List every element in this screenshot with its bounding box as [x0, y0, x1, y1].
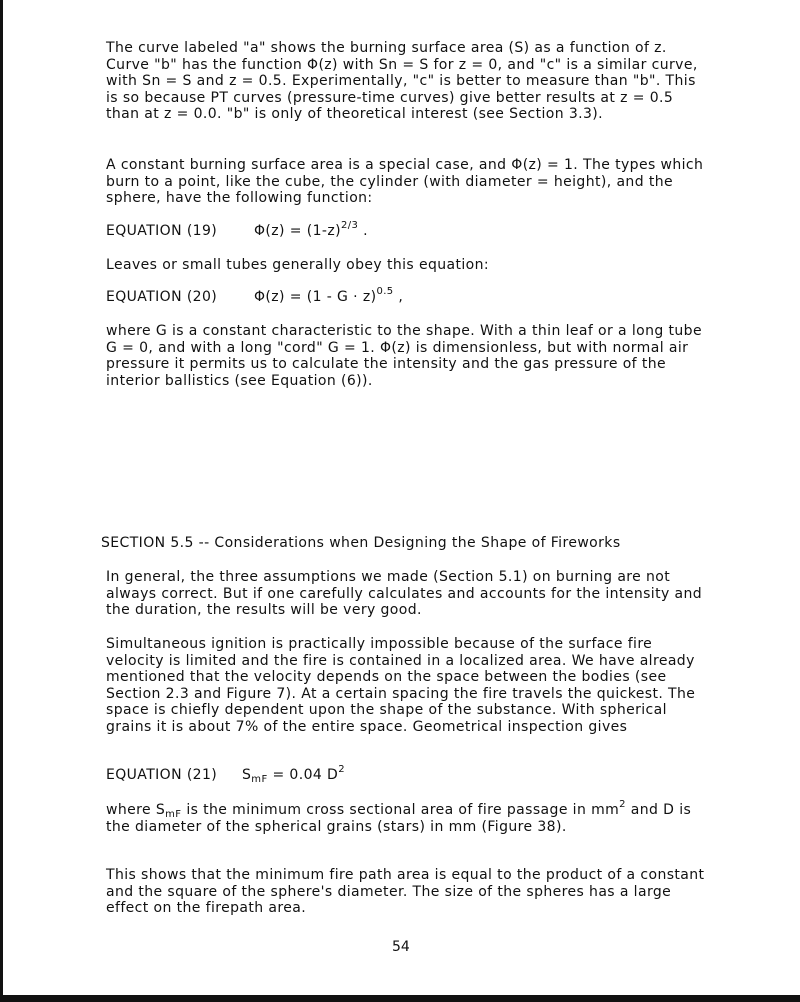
equation-20: [106, 288, 403, 306]
paragraph-burning-surface-curves: The curve labeled "a" shows the burning surface area (S) as a function of z. Curve "b" has the function Φ(z) with Sn = S for z = 0, and "c" is a similar curve, with Sn = S and z = 0.5. Experimentally, "c" is better to measure than "b". This is so because PT curves (pressure-time curves) give better results at z = 0.5 than at z = 0.0. "b" is only of theoretical interest (see Section 3.3).: [106, 40, 698, 123]
equation-20-trailing-punctuation: ,: [393, 289, 404, 305]
equation-20-expression: Φ(z) = (1 - G · z): [254, 289, 377, 305]
inline-subscript: mF: [165, 809, 182, 820]
section-heading: SECTION 5.5 -- Considerations when Designing the Shape of Fireworks: [101, 535, 621, 551]
equation-21: [106, 766, 345, 784]
equation-19-exponent: 2/3: [340, 220, 359, 231]
inline-symbol: S: [155, 802, 166, 818]
equation-19-expression: Φ(z) = (1-z): [254, 223, 341, 239]
equation-21-subscript: mF: [251, 774, 268, 785]
paragraph-simultaneous-ignition: Simultaneous ignition is practically impossible because of the surface fire velocity is limited and the fire is contained in a localized area. We have already mentioned that the velocity depends on the space between the bodies (see Section 2.3 and Figure 7). At a certain spacing the fire travels the quickest. The space is chiefly dependent upon the shape of the substance. With spherical grains it is about 7% of the entire space. Geometrical inspection gives: [106, 636, 696, 735]
paragraph-minimum-cross-section: [106, 799, 710, 835]
equation-21-expression: = 0.04 D: [267, 767, 339, 783]
equation-20-exponent: 0.5: [376, 286, 394, 297]
paragraph-minimum-cross-section-lead: where: [106, 802, 151, 818]
paragraph-fire-path-area: This shows that the minimum fire path area is equal to the product of a constant and the square of the sphere's diameter. The size of the spheres has a large effect on the firepath area.: [106, 867, 705, 917]
paragraph-minimum-cross-section-tail: and D is the diameter of the spherical grains (stars) in mm (Figure 38).: [106, 802, 692, 835]
bottom-scan-border: [0, 995, 800, 1002]
paragraph-general-assumptions: In general, the three assumptions we made (Section 5.1) on burning are not always correct. But if one carefully calculates and accounts for the intensity and the duration, the results will be very good.: [106, 569, 703, 619]
equation-19-label: EQUATION (19): [106, 223, 218, 239]
equation-21-symbol: S: [242, 767, 252, 783]
equation-21-exponent: 2: [338, 764, 345, 775]
paragraph-leaves-tubes: Leaves or small tubes generally obey this equation:: [106, 257, 490, 273]
area-unit-exponent: 2: [619, 799, 626, 810]
paragraph-constant-burning-surface: A constant burning surface area is a special case, and Φ(z) = 1. The types which burn to a point, like the cube, the cylinder (with diameter = height), and the sphere, have the following function:: [106, 157, 704, 207]
equation-21-label: EQUATION (21): [106, 767, 218, 783]
paragraph-shape-constant-g: where G is a constant characteristic to the shape. With a thin leaf or a long tube G = 0, and with a long "cord" G = 1. Φ(z) is dimensionless, but with normal air pressure it permits us to calculate the intensity and the gas pressure of the interior ballistics (see Equation (6)).: [106, 323, 702, 389]
equation-19-trailing-punctuation: .: [358, 223, 368, 239]
equation-19: [106, 222, 368, 240]
scan-edge: [0, 0, 3, 1002]
page-number: 54: [392, 939, 410, 955]
equation-20-label: EQUATION (20): [106, 289, 218, 305]
paragraph-minimum-cross-section-middle: is the minimum cross sectional area of fire passage in mm: [186, 802, 620, 818]
